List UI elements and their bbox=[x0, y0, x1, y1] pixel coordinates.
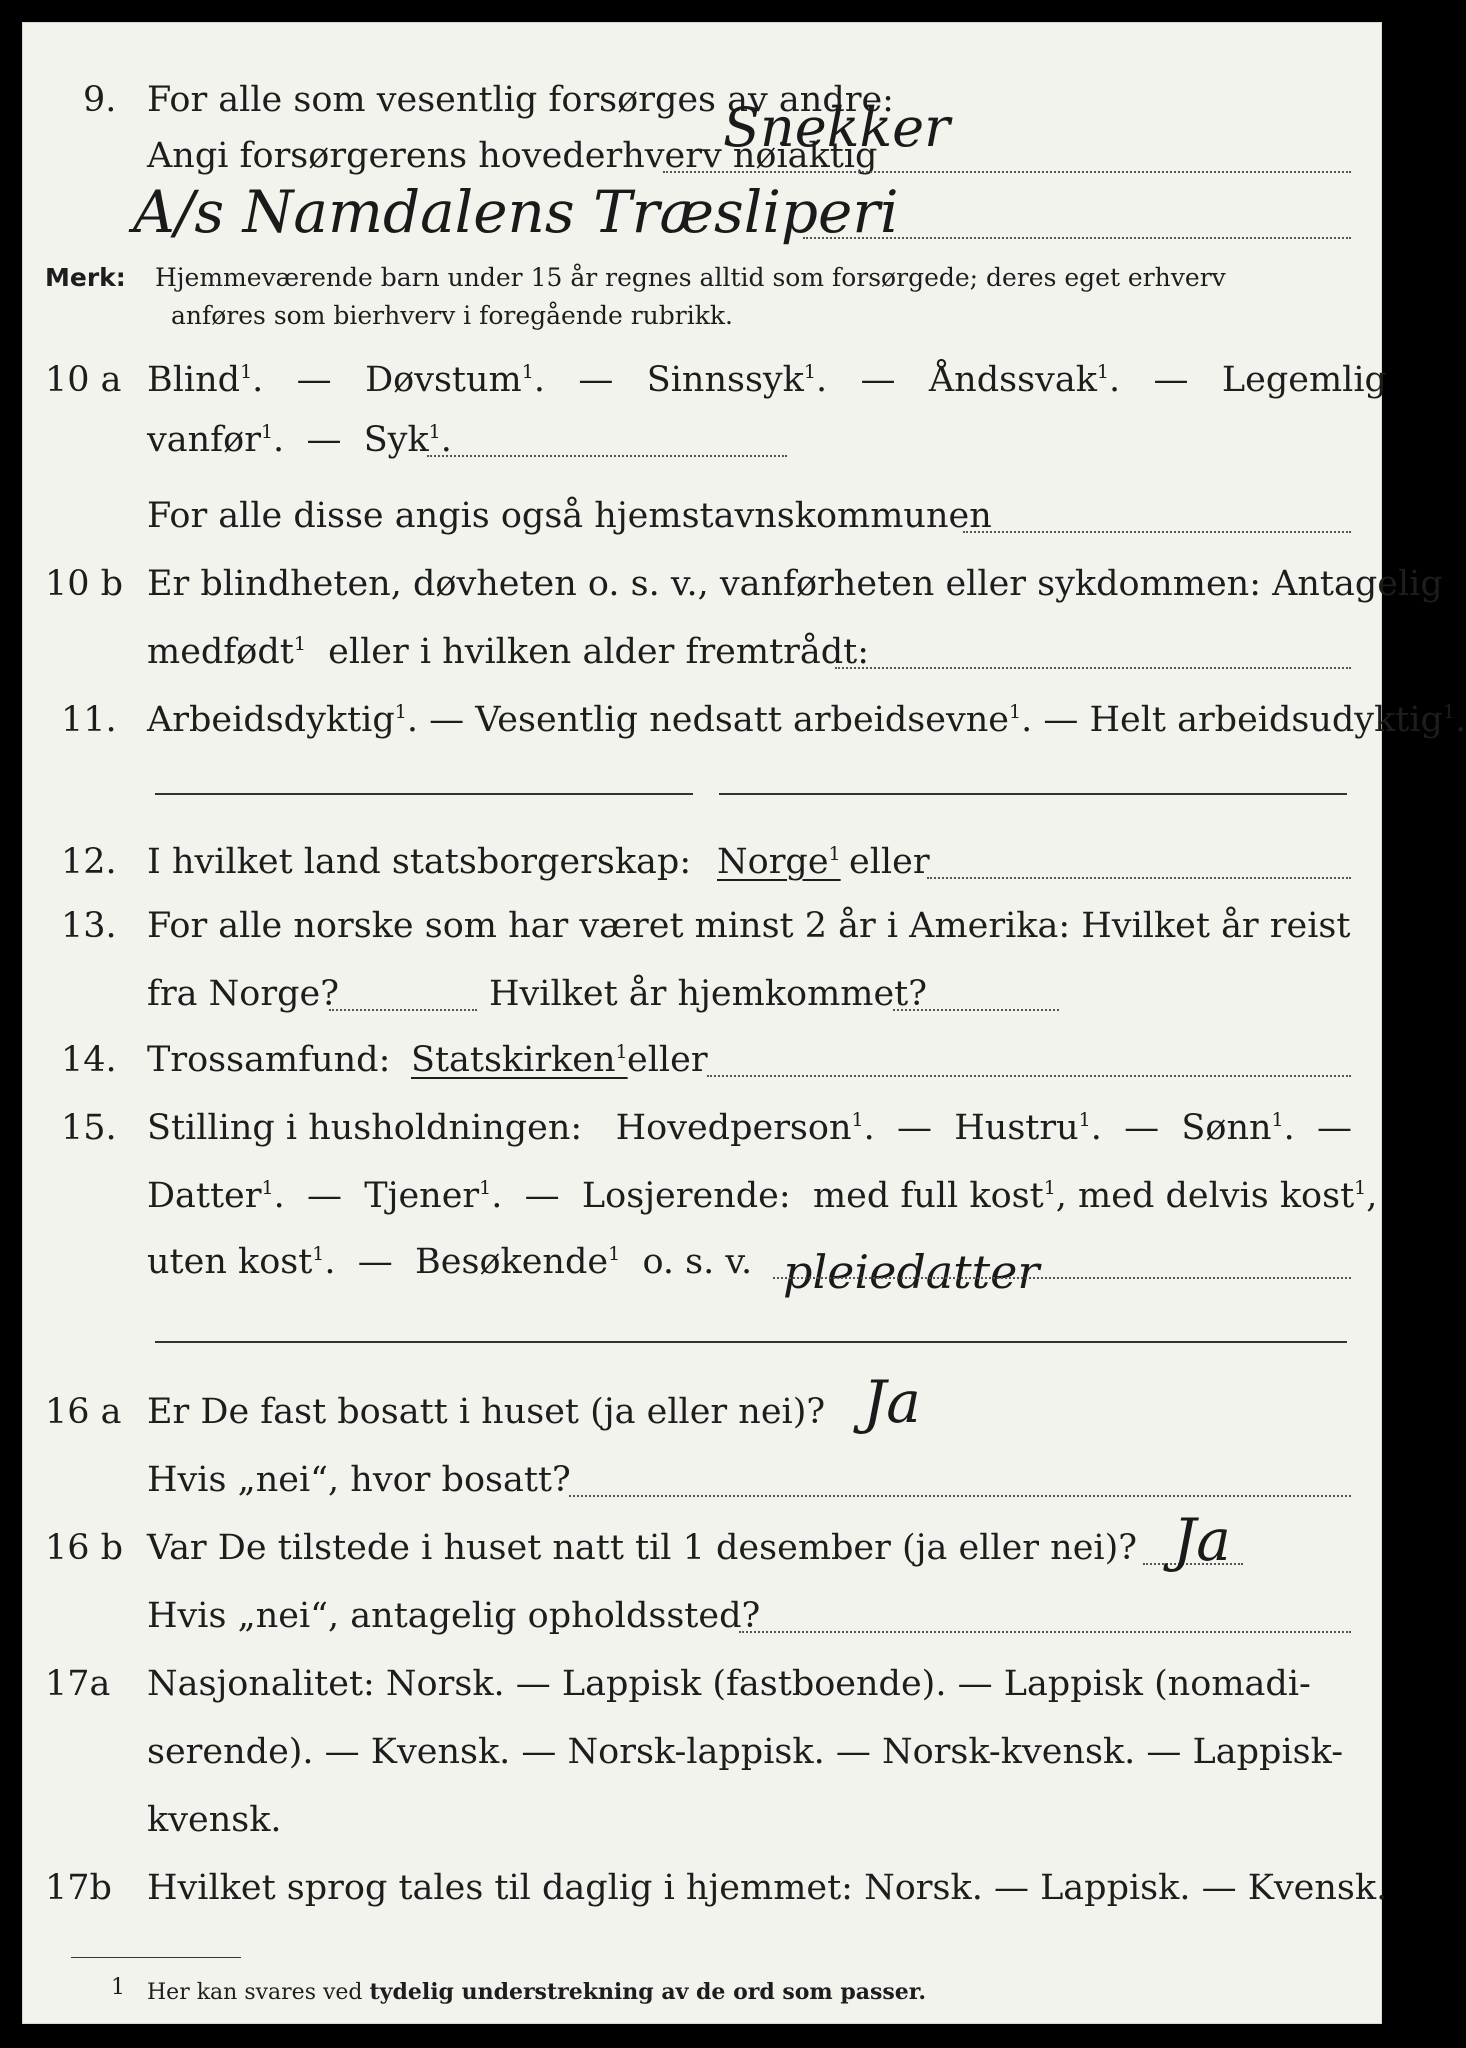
item-15-handwritten-answer: pleiedatter bbox=[783, 1245, 1040, 1299]
item-10b-number: 10 b bbox=[45, 564, 124, 604]
item-17a-line-2: serende). — Kvensk. — Norsk-lappisk. — Norsk-kvensk. — Lappisk- bbox=[147, 1732, 1344, 1772]
item-10b-line-2: medfødt$^1$ eller i hvilken alder fremtrådt: bbox=[147, 632, 869, 672]
item-15-line-3: uten kost$^1$. — Besøkende$^1$ o. s. v. bbox=[147, 1242, 753, 1282]
option-arbeidsudyktig: Helt arbeidsudyktig bbox=[1089, 700, 1443, 740]
option-dovstum: Døvstum bbox=[365, 360, 522, 400]
item-9-prompt: Angi forsørgerens hovederhverv nøiaktig bbox=[147, 136, 878, 176]
option-medfodt: medfødt bbox=[147, 632, 294, 672]
option-delvis-kost: med delvis kost bbox=[1078, 1176, 1355, 1216]
item-13-fra-norge: fra Norge? bbox=[147, 974, 339, 1014]
item-17b-line-1: Hvilket sprog tales til daglig i hjemmet: Norsk. — Lappisk. — Kvensk. bbox=[147, 1868, 1388, 1908]
item-9-number: 9. bbox=[83, 80, 117, 120]
item-16a-followup: Hvis „nei“, hvor bosatt? bbox=[147, 1460, 571, 1500]
item-15-answer-line bbox=[773, 1277, 1351, 1279]
merk-note-line-1: Hjemmeværende barn under 15 år regnes alltid som forsørgede; deres eget erhverv bbox=[155, 263, 1226, 292]
item-10a-line-3: For alle disse angis også hjemstavnskommunen bbox=[147, 496, 992, 536]
item-15-line-1: Stilling i husholdningen: Hovedperson$^1$. — Hustru$^1$. — Sønn$^1$. — bbox=[147, 1108, 1353, 1148]
merk-label: Merk: bbox=[45, 263, 126, 292]
item-16b-followup: Hvis „nei“, antagelig opholdssted? bbox=[147, 1596, 761, 1636]
item-17a-number: 17a bbox=[45, 1664, 111, 1704]
item-10a-line-1: Blind$^1$. — Døvstum$^1$. — Sinnssyk$^1$. — Åndssvak$^1$. — Legemlig bbox=[147, 360, 1387, 400]
item-15-line-2: Datter$^1$. — Tjener$^1$. — Losjerende: med full kost$^1$, med delvis kost$^1$, bbox=[147, 1176, 1378, 1216]
option-full-kost: med full kost bbox=[812, 1176, 1044, 1216]
item-11-number: 11. bbox=[61, 700, 117, 740]
option-andssvak: Åndssvak bbox=[928, 360, 1097, 400]
item-16b-handwritten-answer: Ja bbox=[1173, 1506, 1231, 1574]
item-17a-line-1: Nasjonalitet: Norsk. — Lappisk (fastboende). — Lappisk (nomadi- bbox=[147, 1664, 1311, 1704]
option-uten-kost: uten kost bbox=[147, 1242, 313, 1282]
item-17a-line-3: kvensk. bbox=[147, 1800, 282, 1840]
item-16b-number: 16 b bbox=[45, 1528, 124, 1568]
item-9-handwritten-employer: A/s Namdalens Træsliperi bbox=[133, 178, 899, 246]
option-tjener: Tjener bbox=[364, 1176, 480, 1216]
item-10a-number: 10 a bbox=[45, 360, 122, 400]
item-14-question: Trossamfund: bbox=[147, 1040, 391, 1080]
item-12-number: 12. bbox=[61, 842, 117, 882]
footnote-rule bbox=[71, 1957, 241, 1958]
option-hovedperson: Hovedperson bbox=[615, 1108, 852, 1148]
item-9-answer-line bbox=[663, 171, 1351, 173]
option-vanfor: vanfør bbox=[147, 420, 261, 460]
item-16a-handwritten-answer: Ja bbox=[863, 1368, 921, 1436]
census-form-page bbox=[22, 22, 1466, 2024]
item-12-eller: eller bbox=[849, 842, 930, 882]
item-9-question: For alle som vesentlig forsørges av andre: bbox=[147, 80, 894, 120]
footnote-mark: 1 bbox=[111, 1975, 125, 2000]
item-13-hjemkommet: Hvilket år hjemkommet? bbox=[489, 974, 928, 1014]
section-divider-1b bbox=[719, 793, 1347, 795]
item-16b-answer-line bbox=[739, 1631, 1351, 1633]
merk-note-line-2: anføres som bierhverv i foregående rubrikk. bbox=[171, 301, 733, 330]
item-15-number: 15. bbox=[61, 1108, 117, 1148]
option-nedsatt-arbeidsevne: Vesentlig nedsatt arbeidsevne bbox=[475, 700, 1009, 740]
option-besokende: Besøkende bbox=[415, 1242, 609, 1282]
item-13-number: 13. bbox=[61, 906, 117, 946]
option-legemlig: Legemlig bbox=[1221, 360, 1387, 400]
item-13-reist-line bbox=[329, 1009, 477, 1011]
item-10a-line-2: vanfør$^1$. — Syk$^1$. bbox=[147, 420, 452, 460]
item-14-eller: eller bbox=[627, 1040, 708, 1080]
item-10b-answer-line bbox=[835, 667, 1351, 669]
option-syk: Syk bbox=[363, 420, 429, 460]
option-hustru: Hustru bbox=[954, 1108, 1079, 1148]
item-13-hjemkommet-line bbox=[893, 1009, 1059, 1011]
option-arbeidsdyktig: Arbeidsdyktig bbox=[147, 700, 395, 740]
option-blind: Blind bbox=[147, 360, 241, 400]
item-16a-question: Er De fast bosatt i huset (ja eller nei)? bbox=[147, 1392, 826, 1432]
item-14-number: 14. bbox=[61, 1040, 117, 1080]
item-10a-syk-line bbox=[427, 455, 787, 457]
item-14-answer-line bbox=[707, 1075, 1351, 1077]
option-sonn: Sønn bbox=[1181, 1108, 1272, 1148]
item-10b-line-1: Er blindheten, døvheten o. s. v., vanførheten eller sykdommen: Antagelig bbox=[147, 564, 1443, 604]
item-9-handwritten-occupation: Snekker bbox=[723, 96, 950, 159]
item-10a-hjemstavn-line bbox=[963, 531, 1351, 533]
item-9-answer-line-2 bbox=[803, 237, 1351, 239]
option-datter: Datter bbox=[147, 1176, 262, 1216]
section-divider-1a bbox=[155, 793, 693, 795]
option-sinnssyk: Sinnssyk bbox=[646, 360, 804, 400]
item-12-question: I hvilket land statsborgerskap: bbox=[147, 842, 692, 882]
footnote-text: Her kan svares ved tydelig understrekning av de ord som passer. bbox=[147, 1979, 927, 2005]
item-13-line-1: For alle norske som har været minst 2 år i Amerika: Hvilket år reist bbox=[147, 906, 1351, 946]
item-12-norge-underlined: Norge$^1$ bbox=[717, 842, 841, 882]
section-divider-2 bbox=[155, 1341, 1347, 1343]
item-16b-question: Var De tilstede i huset natt til 1 desember (ja eller nei)? bbox=[147, 1528, 1138, 1568]
item-16a-number: 16 a bbox=[45, 1392, 122, 1432]
item-11-options: Arbeidsdyktig$^1$. — Vesentlig nedsatt arbeidsevne$^1$. — Helt arbeidsudyktig$^1$. bbox=[147, 700, 1466, 740]
item-14-statskirken-underlined: Statskirken$^1$ bbox=[411, 1040, 628, 1080]
item-17b-number: 17b bbox=[45, 1868, 112, 1908]
item-12-answer-line bbox=[927, 877, 1351, 879]
item-16a-answer-line bbox=[569, 1495, 1351, 1497]
